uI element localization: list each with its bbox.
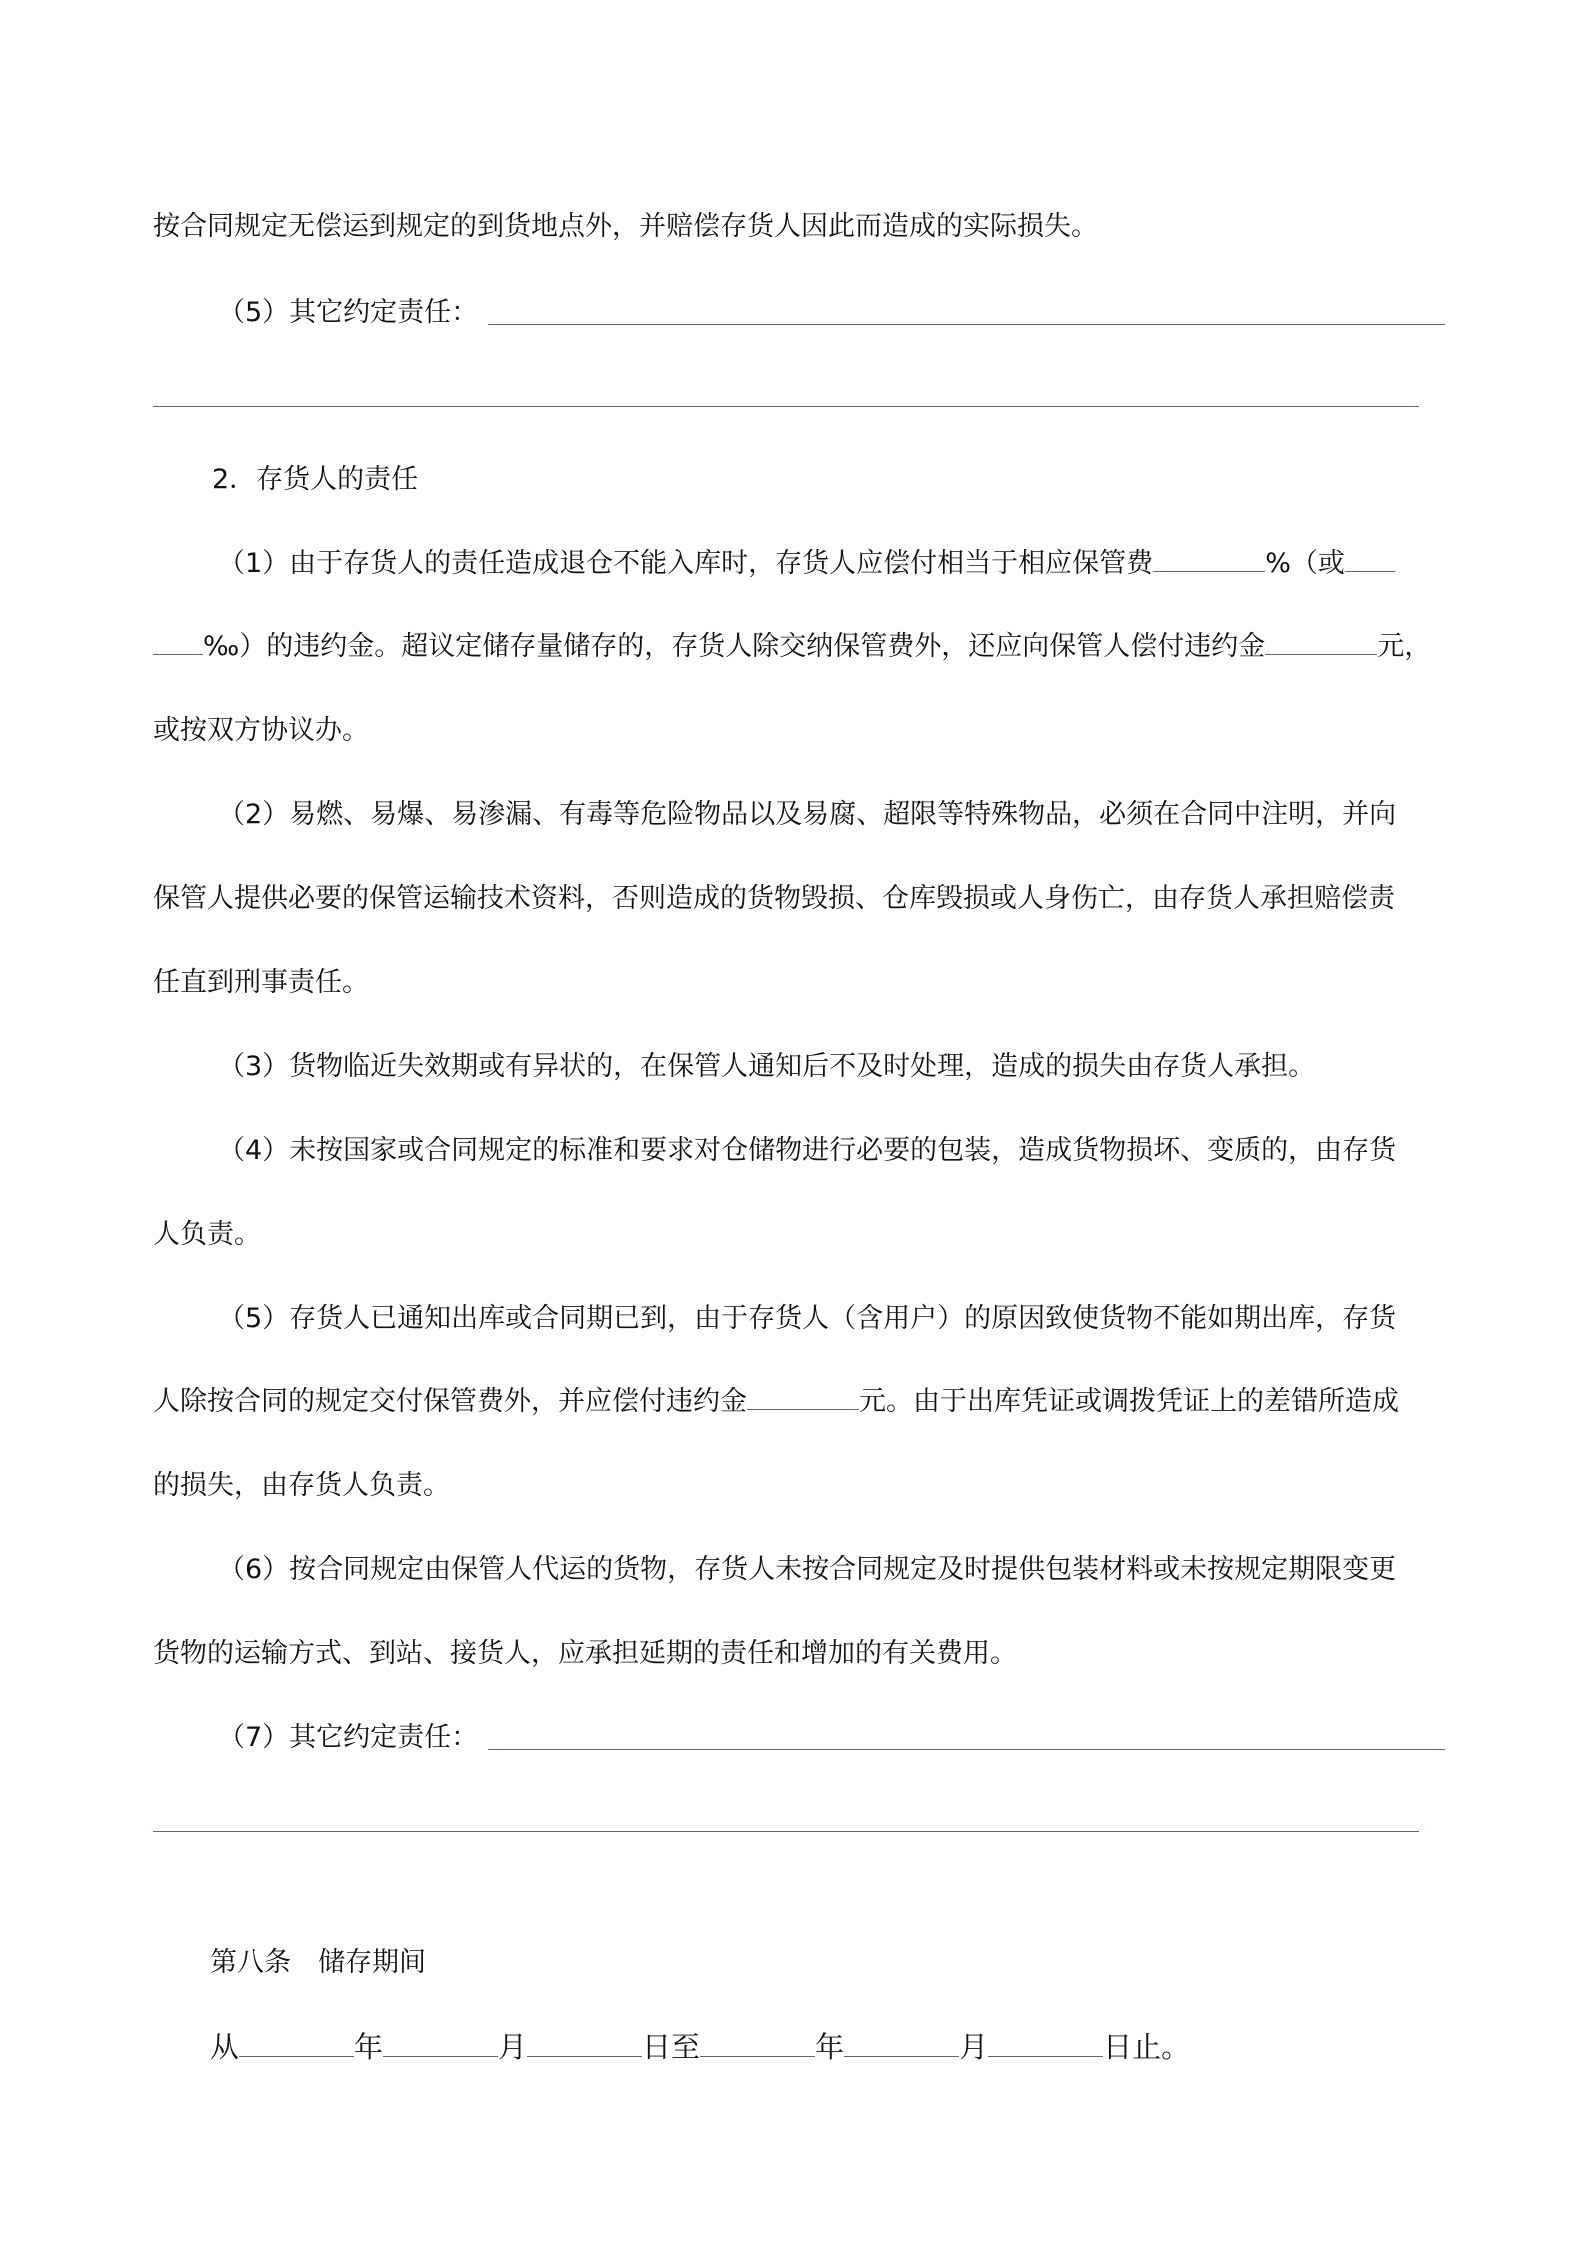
fill-blank-day[interactable] (988, 2034, 1103, 2057)
paragraph-line: （6）按合同规定由保管人代运的货物，存货人未按合同规定及时提供包装材料或未按规定期限变更 (218, 1554, 1397, 1585)
paragraph-line (218, 546, 1395, 582)
fill-line[interactable] (153, 406, 1419, 407)
paragraph-line: 或按双方协议办。 (153, 715, 369, 746)
article-title: 第八条 储存期间 (210, 1947, 426, 1978)
paragraph-line: 货物的运输方式、到站、接货人，应承担延期的责任和增加的有关费用。 (153, 1638, 1017, 1669)
fill-blank-day[interactable] (527, 2034, 642, 2057)
fill-blank-year[interactable] (239, 2034, 354, 2057)
paragraph-line: 保管人提供必要的保管运输技术资料，否则造成的货物毁损、仓库毁损或人身伤亡，由存货人承担赔偿责 (153, 883, 1395, 914)
fill-blank[interactable] (747, 1387, 859, 1410)
continuation-line: 按合同规定无偿运到规定的到货地点外，并赔偿存货人因此而造成的实际损失。 (153, 211, 1098, 242)
text-span: 月 (498, 2030, 528, 2064)
paragraph-line: （4）未按国家或合同规定的标准和要求对仓储物进行必要的包装，造成货物损坏、变质的，由存货 (218, 1135, 1397, 1166)
paragraph-line: 人负责。 (153, 1219, 261, 1250)
other-liability-label-7: （7）其它约定责任： (218, 1722, 479, 1753)
fill-blank[interactable] (1153, 549, 1265, 572)
text-span: 人除按合同的规定交付保管费外，并应偿付违约金 (153, 1386, 747, 1417)
text-span: ‰）的违约金。超议定储存量储存的，存货人除交纳保管费外，还应向保管人偿付违约金 (203, 631, 1266, 662)
text-span: 年 (815, 2030, 845, 2064)
fill-blank-month[interactable] (844, 2034, 959, 2057)
paragraph-line (153, 1384, 1399, 1420)
paragraph-line: （3）货物临近失效期或有异状的，在保管人通知后不及时处理，造成的损失由存货人承担。 (218, 1051, 1316, 1082)
fill-line[interactable] (488, 1749, 1445, 1750)
text-span: 元。由于出库凭证或调拨凭证上的差错所造成 (859, 1386, 1399, 1417)
text-span: 元， (1377, 631, 1432, 662)
other-liability-label-5: （5）其它约定责任： (218, 297, 479, 328)
fill-blank[interactable] (1265, 632, 1377, 655)
fill-line[interactable] (488, 324, 1445, 325)
section-title: 2．存货人的责任 (212, 464, 419, 495)
paragraph-line: 任直到刑事责任。 (153, 967, 369, 998)
text-span: 从 (210, 2030, 240, 2064)
text-span: 日止。 (1103, 2030, 1191, 2064)
fill-blank[interactable] (153, 632, 203, 655)
text-span: （1）由于存货人的责任造成退仓不能入库时，存货人应偿付相当于相应保管费 (218, 548, 1154, 579)
fill-blank-month[interactable] (383, 2034, 498, 2057)
storage-period-line (210, 2029, 1190, 2065)
paragraph-line: 的损失，由存货人负责。 (153, 1470, 450, 1501)
paragraph-line: （2）易燃、易爆、易渗漏、有毒等危险物品以及易腐、超限等特殊物品，必须在合同中注明，并向 (218, 799, 1397, 830)
text-span: 年 (354, 2030, 384, 2064)
paragraph-line: （5）存货人已通知出库或合同期已到，由于存货人（含用户）的原因致使货物不能如期出库，存货 (218, 1303, 1397, 1334)
fill-line[interactable] (153, 1831, 1419, 1832)
text-span: 月 (959, 2030, 989, 2064)
fill-blank-year[interactable] (700, 2034, 815, 2057)
fill-blank[interactable] (1345, 549, 1395, 572)
paragraph-line (153, 629, 1431, 665)
text-span: %（或 (1265, 548, 1345, 579)
text-span: 日至 (642, 2030, 701, 2064)
